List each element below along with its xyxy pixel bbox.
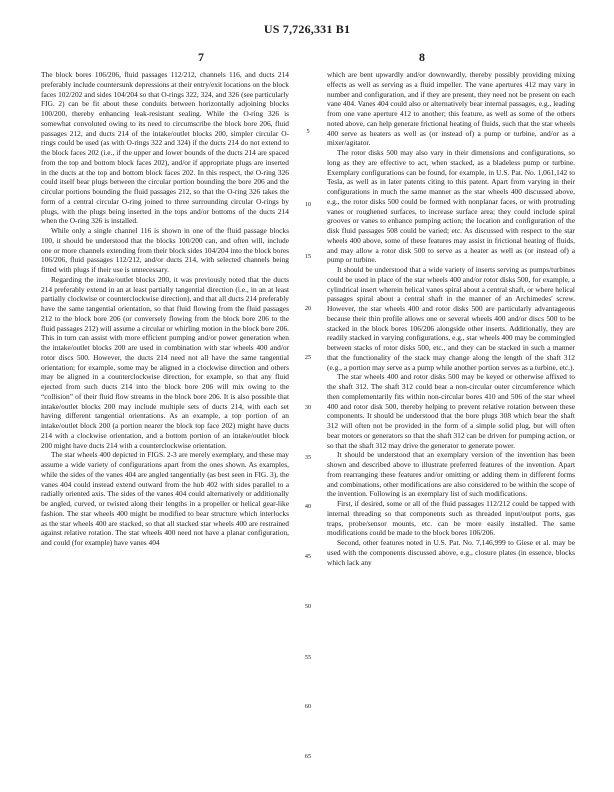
page-number-right: 8 [419, 50, 425, 64]
paragraph: It should be understood that a wide variety of inserts serving as pumps/turbines could be used in place of the star wheels 400 and/or rotor disks 500, for example, a cylindrical insert wherein helical vanes spiral about a central shaft, or where helical passages spiral about a central shaft in the manner of an Archimedes' screw. However, the star wheels 400 and rotor disks 500 are particularly advantageous because their thin profile allows one or several wheels 400 and/or discs 500 to be stacked in the block bores 106/206 alongside other inserts. Additionally, they are readily stacked in varying configurations, e.g., star wheels 400 may be commingled between stacks of rotor disks 500, etc., and they can be stacked in such a manner that the functionality of the stack may change along the length of the shaft 312 (e.g., a portion may serve as a pump while another portion serves as a turbine, etc.). [327, 265, 575, 372]
line-number-gutter [289, 70, 327, 782]
right-text-column [327, 70, 575, 782]
left-text-column [41, 70, 289, 782]
paragraph: The rotor disks 500 may also vary in their dimensions and configurations, so long as they are effective to act, when stacked, as a bladeless pump or turbine. Exemplary configurations can be found, for example, in U.S. Pat. No. 1,061,142 to Tesla, as well as in later patents citing to this patent. Apart from varying in their configurations in much the same manner as the star wheels 400 discussed above, e.g., the rotor disks 500 could be formed with nonplanar faces, or with protruding vanes or roughened surfaces, to increase surface area; they could include spiral grooves or vanes to enhance pumping action; the location and configuration of the disk fluid passages 508 could be varied; etc. As discussed with respect to the star wheels 400 above, some of these features may assist in frictional heating of fluids, and may allow a rotor disk 500 to serve as a heater as well as (or instead of) a pump or turbine. [327, 148, 575, 265]
paragraph: which are bent upwardly and/or downwardly, thereby possibly providing mixing effects as well as serving as a fluid impeller. The vane apertures 412 may vary in number and configuration, and if they are present, they need not be present on each vane 404. Vanes 404 could also or alternatively bear internal passages, e.g., leading from one vane aperture 412 to another; this feature, as well as some of the others noted above, can help generate frictional heating of fluids, such that the star wheels 400 serve as heaters as well as (or instead of) a pump or turbine, and/or as a mixer/agitator. [327, 70, 575, 148]
paragraph: While only a single channel 116 is shown in one of the fluid passage blocks 100, it should be understood that the blocks 100/200 can, and often will, include one or more channels extending from their block sides 104/204 into the block bores 106/206, fluid passages 112/212, and/or ducts 214, with selected channels being fitted with plugs if their use is unnecessary. [41, 226, 289, 274]
line-number: 45 [304, 553, 312, 560]
line-number: 5 [306, 128, 310, 135]
line-number: 15 [304, 253, 312, 260]
line-number: 65 [304, 753, 312, 760]
line-number: 10 [304, 201, 312, 208]
line-number: 60 [304, 703, 312, 710]
page-number-left: 7 [198, 50, 204, 64]
paragraph: The star wheels 400 and rotor disks 500 may be keyed or otherwise affixed to the shaft 312. The shaft 312 could bear a non-circular outer circumference which then complementarily fits within non-circular bores 410 and 506 of the star wheel 400 and rotor disk 500, thereby helping to prevent relative rotation between these components. It should be understood that the bore plugs 308 which bear the shaft 312 will often not be provided in the form of a simple solid plug, but will often bear motors or generators so that the shaft 312 can be driven for pumping action, or so that the shaft 312 may drive the generator to generate power. [327, 372, 575, 450]
paragraph: First, if desired, some or all of the fluid passages 112/212 could be tapped with internal threading so that components such as threaded input/output ports, gas traps, probe/sensor mounts, etc. can be more easily installed. The same modifications could be made to the block bores 106/206. [327, 499, 575, 538]
line-number: 40 [304, 503, 312, 510]
paragraph: Regarding the intake/outlet blocks 200, it was previously noted that the ducts 214 preferably extend in an at least partially tangential direction (i.e., in an at least partially clockwise or counterclockwise direction), and that all ducts 214 preferably have the same tangential orientation, so that fluid flowing from the fluid passages 212 to the block bore 206 (or conversely flowing from the block bore 206 to the fluid passages 212) will assume a circular or whirling motion in the block bore 206. This in turn can assist with more efficient pumping and/or power generation when the intake/outlet blocks 200 are used in combination with star wheels 400 and/or rotor discs 500. However, the ducts 214 need not all have the same tangential orientation; for example, some may be aligned in a clockwise direction and others may be aligned in a counterclockwise direction, for example, so that any fluid ejected from such ducts 214 into the block bore 206 will mix owing to the “collision” of their fluid flow streams in the block bore 206. It is also possible that intake/outlet blocks 200 may include multiple sets of ducts 214, with each set having different tangential orientations. As an example, a top portion of an intake/outlet block 200 (a portion nearer the block top face 202) might have ducts 214 with a clockwise orientation, and a bottom portion of an intake/outlet block 200 might have ducts 214 with a counterclockwise orientation. [41, 274, 289, 450]
paragraph: Second, other features noted in U.S. Pat. No. 7,146,999 to Giese et al. may be used with the components discussed above, e.g., closure plates (in essence, blocks which lack any [327, 538, 575, 567]
patent-number-header: US 7,726,331 B1 [263, 22, 351, 36]
line-number: 55 [304, 654, 312, 661]
line-number: 20 [304, 305, 312, 312]
paragraph: The block bores 106/206, fluid passages 112/212, channels 116, and ducts 214 preferably include countersunk depressions at their entry/exit locations on the block faces 102/202 and sides 104/204 so that O-rings 322, 324, and 326 (see particularly FIG. 2) can be fit about these conduits between horizontally adjoining blocks 100/200, thereby enhancing leak-resistant sealing. While the O-ring 326 is somewhat convoluted owing to its need to circumscribe the block bore 206, fluid passages 212, and ducts 214 of the intake/outlet blocks 200, simpler circular O-rings could be used (as with O-rings 322 and 324) if the ducts 214 do not extend to the block faces 202 (i.e., if the upper and lower bounds of the ducts 214 are spaced from the top and bottom block faces 202), and/or if appropriate plugs are inserted in the ducts at the top and bottom block faces 202. In this respect, the O-ring 326 could itself bear plugs between the circular portion bounding the bore 206 and the circular portions bounding the fluid passages 212, so that the O-ring 326 takes the form of a central circular O-ring joined to three surrounding circular O-rings by plugs, with the plugs being inserted in the tops and/or bottoms of the ducts 214 when the O-ring 326 is installed. [41, 70, 289, 226]
line-number: 50 [304, 603, 312, 610]
paragraph: It should be understood that an exemplary version of the invention has been shown and described above to illustrate preferred features of the invention. Apart from rearranging these features and/or omitting or adding them in different forms and combinations, other modifications are also considered to be within the scope of the invention. Following is an exemplary list of such modifications. [327, 450, 575, 499]
paragraph: The star wheels 400 depicted in FIGS. 2-3 are merely exemplary, and these may assume a wide variety of configurations apart from the ones shown. As examples, while the sides of the vanes 404 are angled tangentially (as best seen in FIG. 3), the vanes 404 could instead extend outward from the hub 402 with sides parallel to a radially oriented axis. The sides of the vanes 404 could alternatively or additionally be angled, curved, or twisted along their lengths in a propeller or helical gear-like fashion. The star wheels 400 might be modified to bear structure which interlocks as the star wheels 400 are stacked, so that all stacked star wheels 400 are restrained against relative rotation. The star wheels 400 need not have a planar configuration, and could (for example) have vanes 404 [41, 450, 289, 547]
line-number: 25 [304, 354, 312, 361]
line-number: 35 [304, 454, 312, 461]
line-number: 30 [304, 404, 312, 411]
